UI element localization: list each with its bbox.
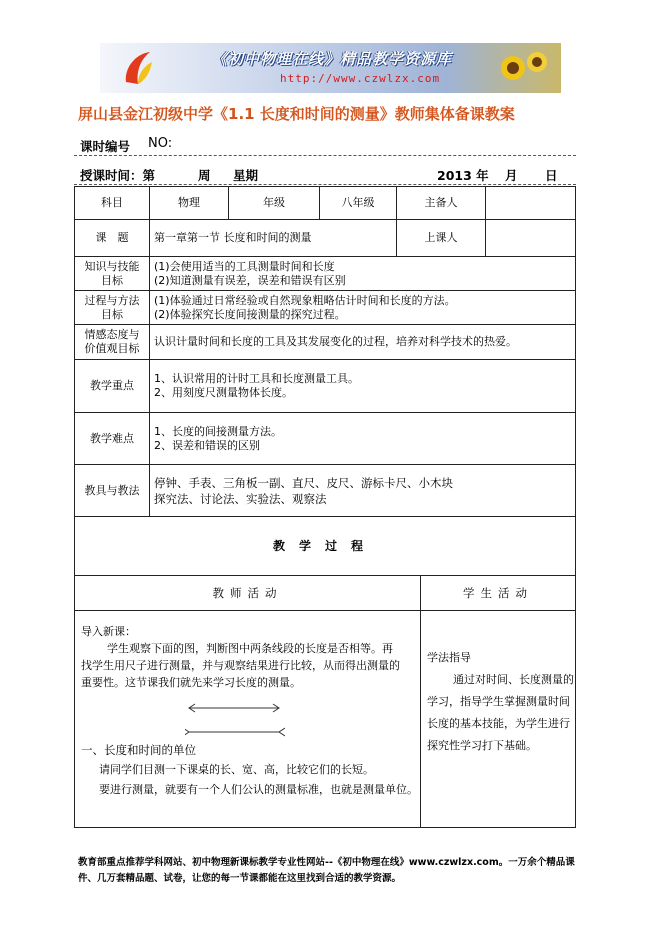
process-title: 教学过程 xyxy=(74,516,576,576)
student-activity-content xyxy=(420,610,576,828)
tools-label: 教具与教法 xyxy=(74,464,150,517)
objective-content: (1)体验通过日常经验或自然现象粗略估计时间和长度的方法。 (2)体验探究长度间接测量的探究过程。 xyxy=(149,290,576,325)
host-value xyxy=(485,186,576,220)
schedule-label: 授课时间：第 xyxy=(80,168,156,183)
objective-content: 认识计量时间和长度的工具及其发展变化的过程，培养对科学技术的热爱。 xyxy=(149,324,576,360)
teacher-activity-header: 教师活动 xyxy=(74,575,421,611)
tools-content: 停钟、手表、三角板一副、直尺、皮尺、游标卡尺、小木块 探究法、讨论法、实验法、观察法 xyxy=(149,464,576,517)
lesson-number-value: NO: xyxy=(148,136,173,151)
section-heading: 一、长度和时间的单位 xyxy=(81,743,196,757)
sunflower-icon xyxy=(493,46,553,90)
site-logo-icon xyxy=(120,48,156,88)
schedule-day: 日 xyxy=(545,168,558,183)
teacher-label: 上课人 xyxy=(396,219,486,257)
student-line: 长度的基本技能，为学生进行 xyxy=(427,717,570,730)
grade-value: 八年级 xyxy=(319,186,397,220)
teacher-value xyxy=(485,219,576,257)
intro-line: 找学生用尺子进行测量，并与观察结果进行比较，从而得出测量的 xyxy=(81,659,400,672)
student-line: 学习，指导学生掌握测量时间 xyxy=(427,695,570,708)
objective-label: 知识与技能 目标 xyxy=(74,256,150,291)
key-points-label: 教学重点 xyxy=(74,359,150,413)
line-segments-figure xyxy=(185,701,285,741)
teacher-activity-content xyxy=(74,610,421,828)
schedule-year: 2013 年 xyxy=(437,168,489,183)
document-title: 屏山县金江初级中学《1.1 长度和时间的测量》教师集体备课教案 xyxy=(78,105,515,123)
subject-value: 物理 xyxy=(149,186,229,220)
objective-label: 情感态度与 价值观目标 xyxy=(74,324,150,360)
intro-heading: 导入新课： xyxy=(81,625,136,638)
student-activity-header: 学生活动 xyxy=(420,575,576,611)
schedule-week: 周 xyxy=(198,168,211,183)
objective-content: (1)会使用适当的工具测量时间和长度 (2)知道测量有误差，误差和错误有区别 xyxy=(149,256,576,291)
difficulties-content: 1、长度的间接测量方法。 2、误差和错误的区别 xyxy=(149,412,576,465)
key-points-content: 1、认识常用的计时工具和长度测量工具。 2、用刻度尺测量物体长度。 xyxy=(149,359,576,413)
topic-value: 第一章第一节 长度和时间的测量 xyxy=(149,219,397,257)
student-heading: 学法指导 xyxy=(427,651,471,664)
schedule-weekday: 星期 xyxy=(233,168,259,183)
banner-title: 《初中物理在线》精品教学资源库 xyxy=(212,50,453,68)
site-banner xyxy=(100,43,561,93)
difficulties-label: 教学难点 xyxy=(74,412,150,465)
banner-url[interactable]: http://www.czwlzx.com xyxy=(280,72,441,85)
schedule-month: 月 xyxy=(505,168,518,183)
intro-line: 学生观察下面的图，判断图中两条线段的长度是否相等。再 xyxy=(107,642,393,655)
host-label: 主备人 xyxy=(396,186,486,220)
grade-label: 年级 xyxy=(228,186,320,220)
divider xyxy=(74,184,576,185)
intro-line: 重要性。这节课我们就先来学习长度的测量。 xyxy=(81,676,301,689)
student-line: 通过对时间、长度测量的 xyxy=(453,673,574,686)
subject-label: 科目 xyxy=(74,186,150,220)
section-line: 请同学们目测一下课桌的长、宽、高，比较它们的长短。 xyxy=(99,763,374,776)
divider xyxy=(74,155,576,156)
footer-note: 教育部重点推荐学科网站、初中物理新课标教学专业性网站--《初中物理在线》www.czwlzx.com。一万余个精品课 件、几万套精品题、试卷，让您的每一节课都能在这里找到合适的教学资源。 xyxy=(78,857,575,884)
topic-label: 课 题 xyxy=(74,219,150,257)
student-line: 探究性学习打下基础。 xyxy=(427,739,537,752)
section-line: 要进行测量，就要有一个人们公认的测量标准，也就是测量单位。 xyxy=(99,783,418,796)
objective-label: 过程与方法 目标 xyxy=(74,290,150,325)
lesson-number-label: 课时编号 xyxy=(80,139,131,154)
